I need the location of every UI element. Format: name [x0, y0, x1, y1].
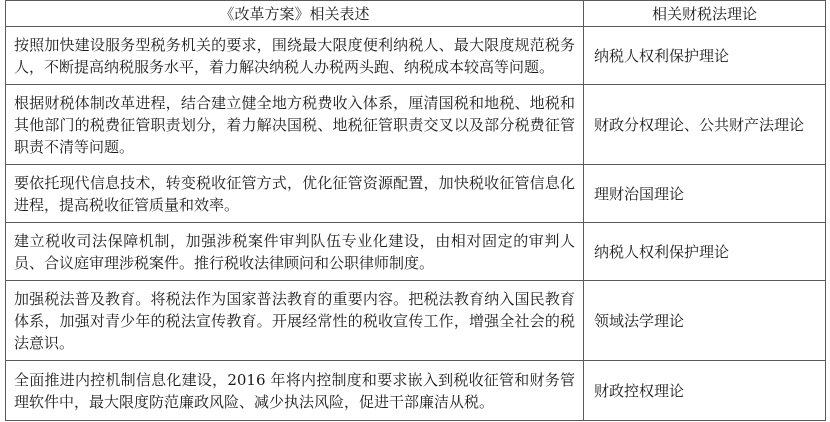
table-header [6, 1, 826, 27]
row-theory: 纳税人权利保护理论 [584, 223, 826, 281]
row-theory: 纳税人权利保护理论 [584, 27, 826, 85]
table-row [6, 361, 826, 421]
row-theory: 财政控权理论 [584, 361, 826, 421]
table-row [6, 223, 826, 281]
row-description: 要依托现代信息技术，转变税收征管方式，优化征管资源配置，加快税收征管信息化进程，提高税收征管质量和效率。 [6, 165, 584, 223]
row-description: 建立税收司法保障机制，加强涉税案件审判队伍专业化建设，由相对固定的审判人员、合议庭审理涉税案件。推行税收法律顾问和公职律师制度。 [6, 223, 584, 281]
reform-theory-table [5, 0, 826, 421]
header-row [6, 1, 826, 27]
row-theory: 财政分权理论、公共财产法理论 [584, 85, 826, 165]
row-description: 加强税法普及教育。将税法作为国家普法教育的重要内容。把税法教育纳入国民教育体系，加强对青少年的税法宣传教育。开展经常性的税收宣传工作，增强全社会的税法意识。 [6, 281, 584, 361]
row-description: 全面推进内控机制信息化建设，2016 年将内控制度和要求嵌入到税收征管和财务管理软件中，最大限度防范廉政风险、减少执法风险，促进干部廉洁从税。 [6, 361, 584, 421]
row-description: 按照加快建设服务型税务机关的要求，围绕最大限度便利纳税人、最大限度规范税务人，不断提高纳税服务水平，着力解决纳税人办税两头跑、纳税成本较高等问题。 [6, 27, 584, 85]
table-body [6, 27, 826, 421]
header-description: 《改革方案》相关表述 [6, 1, 584, 27]
row-theory: 理财治国理论 [584, 165, 826, 223]
table-row [6, 27, 826, 85]
row-theory: 领域法学理论 [584, 281, 826, 361]
table-row [6, 281, 826, 361]
row-description: 根据财税体制改革进程，结合建立健全地方税费收入体系，厘清国税和地税、地税和其他部门的税费征管职责划分，着力解决国税、地税征管职责交叉以及部分税费征管职责不清等问题。 [6, 85, 584, 165]
header-theory: 相关财税法理论 [584, 1, 826, 27]
table-row [6, 165, 826, 223]
table-row [6, 85, 826, 165]
